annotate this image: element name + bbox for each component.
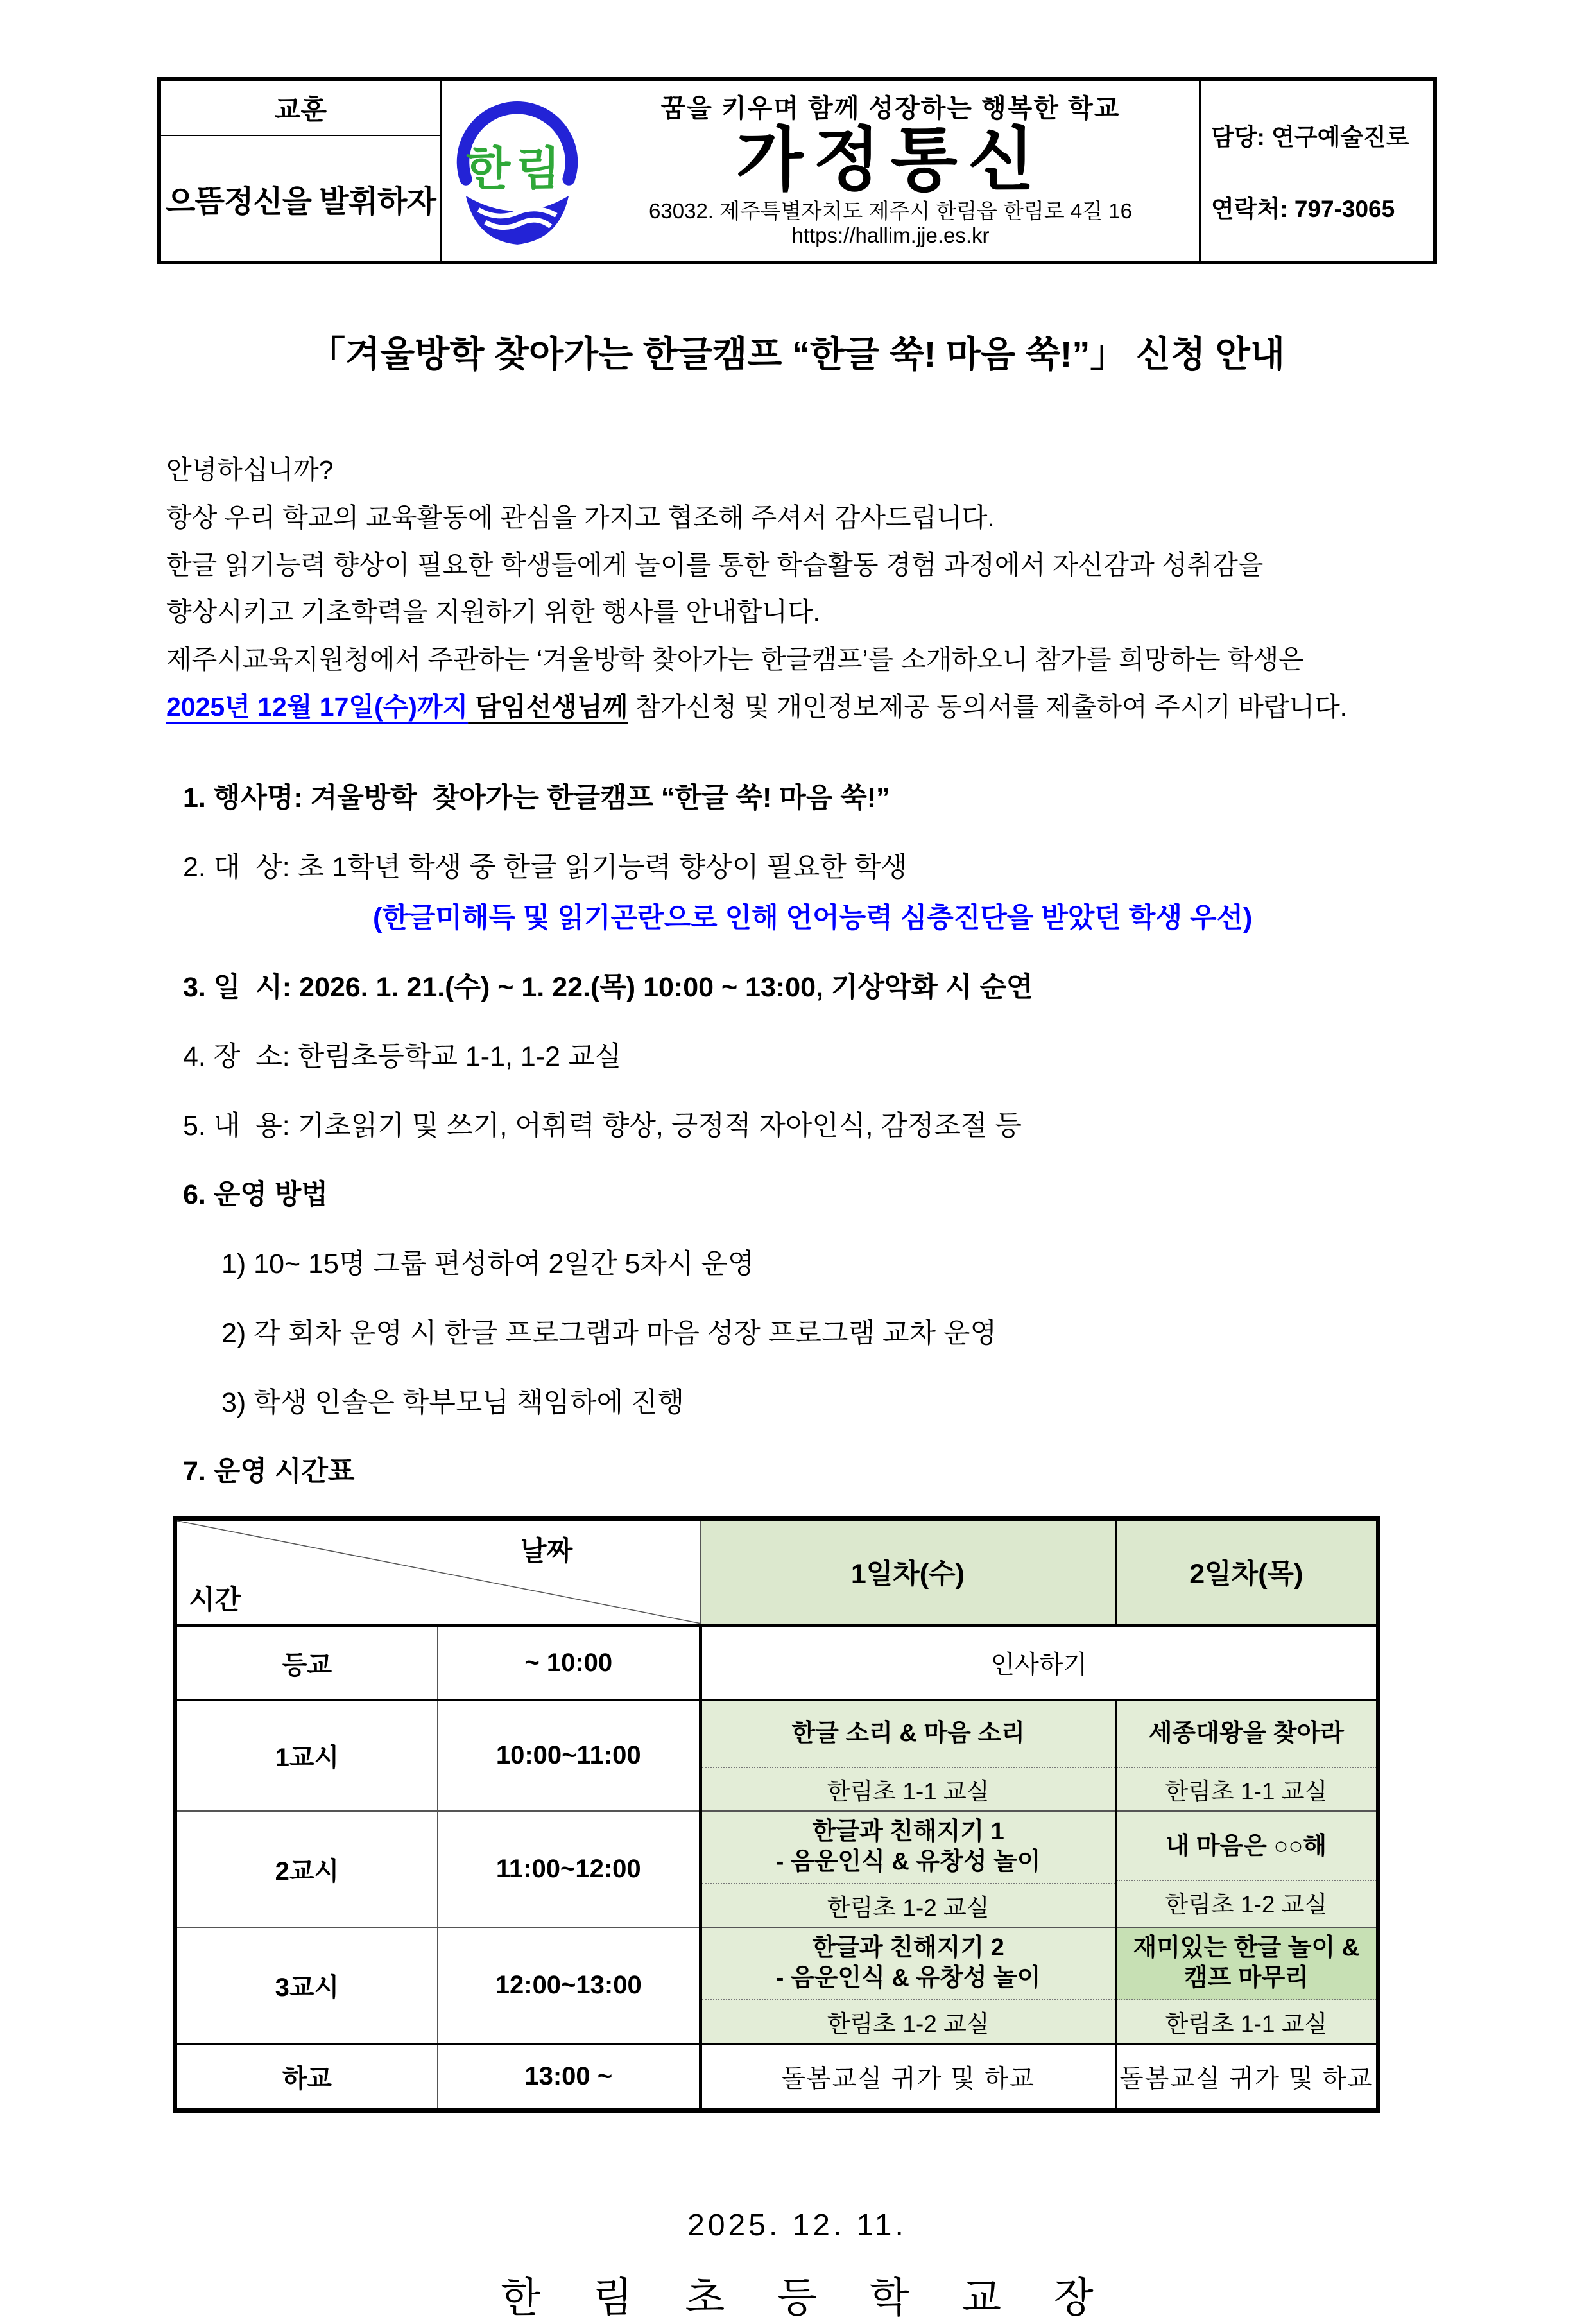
svg-text:한림: 한림: [466, 143, 566, 195]
item-target-note: (한글미해득 및 읽기곤란으로 인해 언어능력 심층진단을 받았던 학생 우선): [373, 903, 1253, 934]
row-label: 2교시: [175, 1811, 438, 1927]
period1-day1-cell: [700, 1700, 1115, 1811]
activity-title: 한글과 친해지기 1: [812, 1817, 1004, 1845]
leave-day2-cell: [1115, 2044, 1378, 2111]
period1-day2-cell: [1115, 1700, 1378, 1811]
item-method-step: 2) 각 회차 운영 시 한글 프로그램과 마음 성장 프로그램 교차 운영: [221, 1317, 997, 1349]
corner-time-label: 시간: [189, 1584, 241, 1615]
table-row-leave: [175, 2044, 1379, 2111]
activity-title: 세종대왕을 찾아라: [1148, 1719, 1344, 1747]
period3-day1-cell: [700, 1927, 1115, 2044]
newsletter-title: 가정통신: [735, 121, 1045, 199]
item-event-name: 1. 행사명: 겨울방학 찾아가는 한글캠프 “한글 쑥! 마음 쑥!”: [183, 782, 890, 813]
day1-header: 1일차(수): [700, 1519, 1115, 1626]
school-website-link[interactable]: https://hallim.jje.es.kr: [791, 223, 990, 247]
motto-label: 교훈: [161, 81, 440, 136]
activity-room: 한림초 1-1 교실: [1165, 2010, 1328, 2037]
arrive-activity: 인사하기: [700, 1626, 1378, 1700]
activity-title: 재미있는 한글 놀이 & 캠프 마무리: [1133, 1934, 1360, 1992]
row-time: 12:00~13:00: [438, 1927, 700, 2044]
timetable-corner-cell: [175, 1519, 701, 1626]
item-method-step: 3) 학생 인솔은 학부모님 책임하에 진행: [221, 1387, 685, 1418]
row-time: ~ 10:00: [438, 1626, 700, 1700]
leave-day1-cell: [700, 2044, 1115, 2111]
item-method-title: 6. 운영 방법: [183, 1179, 328, 1211]
activity-title: 내 마음은 ○○해: [1165, 1833, 1327, 1860]
masthead-center: [442, 81, 1201, 261]
period2-day2-cell: [1115, 1811, 1378, 1927]
school-logo-icon: [447, 87, 587, 254]
greeting-line: 한글 읽기능력 향상이 필요한 학생들에게 놀이를 통한 학습활동 경험 과정에서 자신감과 성취감을: [166, 550, 1264, 580]
school-address: 63032. 제주특별자치도 제주시 한림읍 한림로 4길 16: [649, 198, 1132, 223]
row-time: 10:00~11:00: [438, 1700, 700, 1811]
activity-room: 한림초 1-2 교실: [827, 2010, 990, 2037]
masthead: [157, 77, 1437, 264]
table-row-arrive: [175, 1626, 1379, 1700]
school-logo: [447, 87, 587, 254]
activity-subtitle: - 음운인식 & 유창성 놀이: [775, 1848, 1041, 1876]
notice-items: [157, 781, 1437, 1489]
greeting-line: 향상시키고 기초학력을 지원하기 위한 행사를 안내합니다.: [166, 597, 820, 627]
table-row-period3: [175, 1927, 1379, 2044]
deadline-line: [157, 684, 1437, 731]
corner-date-label: 날짜: [520, 1536, 573, 1566]
period3-day2-cell: [1115, 1927, 1378, 2044]
issue-date: 2025. 12. 11.: [687, 2208, 907, 2243]
row-label: 등교: [175, 1626, 438, 1700]
notice-title: 「겨울방학 찾아가는 한글캠프 “한글 쑥! 마음 쑥!”」 신청 안내: [309, 334, 1285, 374]
activity-room: 한림초 1-2 교실: [1165, 1891, 1328, 1918]
contact-label: 연락처: 797-3065: [1211, 196, 1395, 222]
masthead-text: [587, 94, 1194, 247]
item-content: 5. 내 용: 기초읽기 및 쓰기, 어휘력 향상, 긍정적 자아인식, 감정조절 등: [183, 1110, 1022, 1141]
item-place: 4. 장 소: 한림초등학교 1-1, 1-2 교실: [183, 1041, 622, 1072]
school-slogan: 꿈을 키우며 함께 성장하는 행복한 학교: [660, 94, 1121, 123]
greeting-section: [157, 447, 1437, 731]
row-label: 1교시: [175, 1700, 438, 1811]
motto-text: 으뜸정신을 발휘하자: [166, 184, 436, 219]
deadline-teacher: 담임선생님께: [468, 691, 628, 722]
period2-day1-cell: [700, 1811, 1115, 1927]
greeting-line: 항상 우리 학교의 교육활동에 관심을 가지고 협조해 주셔서 감사드립니다.: [166, 502, 995, 532]
deadline-rest: 참가신청 및 개인정보제공 동의서를 제출하여 주시기 바랍니다.: [628, 691, 1348, 722]
activity-room: 한림초 1-2 교실: [827, 1894, 990, 1921]
leave-text: 돌봄교실 귀가 및 하교: [1119, 2065, 1373, 2093]
diagonal-divider: [177, 1521, 700, 1624]
timetable-section: [173, 1516, 1437, 2113]
table-row-period1: [175, 1700, 1379, 1811]
item-method-step: 1) 10~ 15명 그룹 편성하여 2일간 5차시 운영: [221, 1249, 755, 1280]
activity-room: 한림초 1-1 교실: [1165, 1778, 1328, 1805]
manager-label: 담당: 연구예술진로: [1211, 124, 1409, 150]
activity-room: 한림초 1-1 교실: [827, 1778, 990, 1805]
item-target: 2. 대 상: 초 1학년 학생 중 한글 읽기능력 향상이 필요한 학생: [183, 851, 907, 883]
row-time: 11:00~12:00: [438, 1811, 700, 1927]
deadline-date: 2025년 12월 17일(수)까지: [166, 691, 469, 722]
row-time: 13:00 ~: [438, 2044, 700, 2111]
contact-cell: [1201, 81, 1433, 261]
greeting-line: 안녕하십니까?: [166, 455, 334, 485]
row-label: 하교: [175, 2044, 438, 2111]
activity-title: 한글 소리 & 마음 소리: [791, 1719, 1025, 1747]
table-row-period2: [175, 1811, 1379, 1927]
timetable: [173, 1516, 1380, 2113]
leave-text: 돌봄교실 귀가 및 하교: [781, 2065, 1035, 2093]
motto-cell: [161, 81, 442, 261]
item-schedule-title: 7. 운영 시간표: [183, 1456, 355, 1487]
row-label: 3교시: [175, 1927, 438, 2044]
activity-subtitle: - 음운인식 & 유창성 놀이: [775, 1964, 1041, 1992]
principal-signature: 한 림 초 등 학 교 장: [501, 2275, 1114, 2321]
activity-title: 한글과 친해지기 2: [812, 1934, 1004, 1961]
greeting-line: 제주시교육지원청에서 주관하는 ‘겨울방학 찾아가는 한글캠프’를 소개하오니 참가를 희망하는 학생은: [166, 645, 1304, 675]
day2-header: 2일차(목): [1115, 1519, 1378, 1626]
item-datetime: 3. 일 시: 2026. 1. 21.(수) ~ 1. 22.(목) 10:00 ~ 13:00, 기상악화 시 순연: [183, 972, 1033, 1003]
